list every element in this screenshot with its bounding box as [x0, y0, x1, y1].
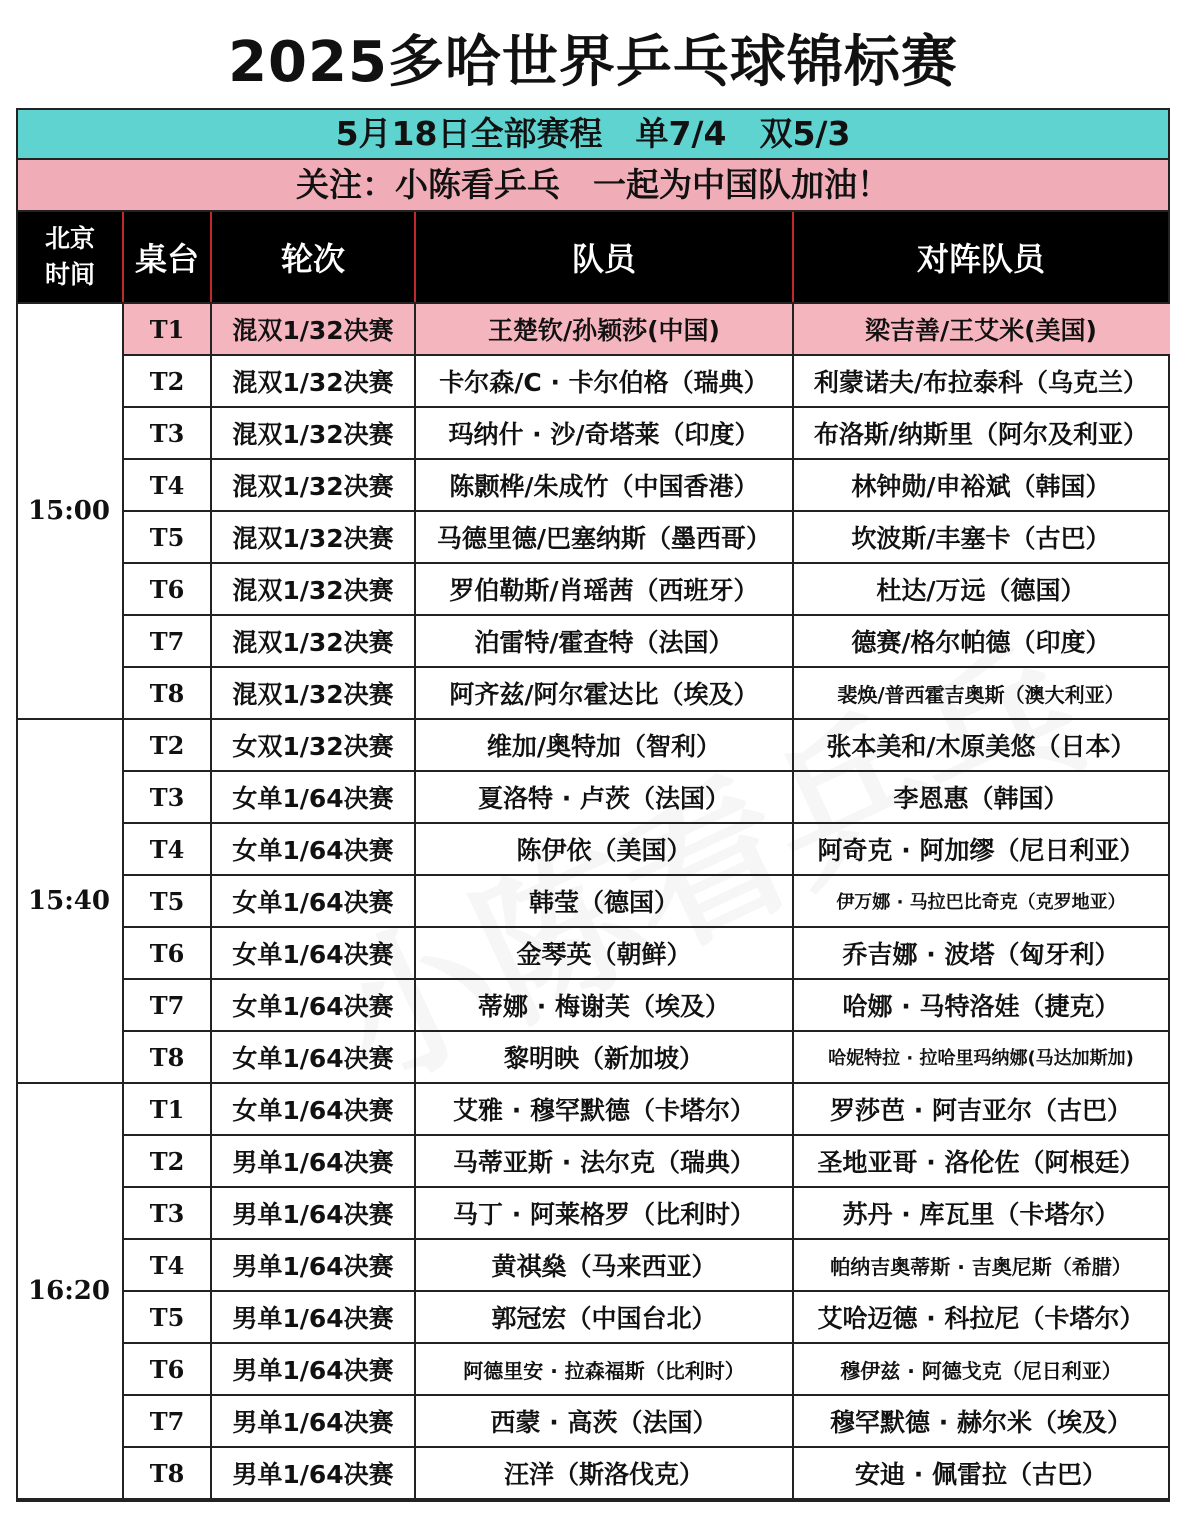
session-time: 16:20	[16, 1084, 122, 1500]
match-round: 混双1/32决赛	[210, 616, 414, 666]
header-opponent: 对阵队员	[916, 240, 1045, 278]
match-round: 混双1/32决赛	[210, 512, 414, 562]
match-player: 泊雷特/霍查特（法国）	[414, 616, 792, 666]
match-table: T2	[122, 1136, 210, 1186]
match-player: 汪洋（斯洛伐克）	[414, 1448, 792, 1498]
match-row	[122, 928, 1170, 980]
match-table: T3	[122, 1188, 210, 1238]
match-row	[122, 1084, 1170, 1136]
match-row	[122, 1136, 1170, 1188]
match-row	[122, 1032, 1170, 1084]
match-round: 混双1/32决赛	[210, 356, 414, 406]
match-table: T1	[122, 1084, 210, 1134]
match-round: 男单1/64决赛	[210, 1396, 414, 1446]
match-table: T6	[122, 564, 210, 614]
match-round: 女单1/64决赛	[210, 876, 414, 926]
match-row	[122, 720, 1170, 772]
match-table: T2	[122, 720, 210, 770]
match-row	[122, 1344, 1170, 1396]
match-opponent: 帕纳吉奥蒂斯 · 吉奥尼斯（希腊）	[792, 1240, 1168, 1290]
header-time-line1: 北京	[44, 224, 95, 253]
match-opponent: 艾哈迈德 · 科拉尼（卡塔尔）	[792, 1292, 1168, 1342]
match-opponent: 裴焕/普西霍吉奥斯（澳大利亚）	[792, 668, 1168, 718]
match-player: 马德里德/巴塞纳斯（墨西哥）	[414, 512, 792, 562]
match-round: 混双1/32决赛	[210, 304, 414, 354]
match-round: 女单1/64决赛	[210, 1084, 414, 1134]
session-time: 15:00	[16, 304, 122, 720]
match-row	[122, 356, 1170, 408]
match-round: 女单1/64决赛	[210, 772, 414, 822]
match-player: 蒂娜 · 梅谢芙（埃及）	[414, 980, 792, 1030]
match-opponent: 哈妮特拉 · 拉哈里玛纳娜(马达加斯加)	[792, 1032, 1168, 1082]
match-table: T5	[122, 1292, 210, 1342]
match-opponent: 坎波斯/丰塞卡（古巴）	[792, 512, 1168, 562]
match-player: 金琴英（朝鲜）	[414, 928, 792, 978]
match-player: 郭冠宏（中国台北）	[414, 1292, 792, 1342]
match-row	[122, 1292, 1170, 1344]
match-round: 男单1/64决赛	[210, 1240, 414, 1290]
match-round: 混双1/32决赛	[210, 460, 414, 510]
match-row	[122, 876, 1170, 928]
match-opponent: 乔吉娜 · 波塔（匈牙利）	[792, 928, 1168, 978]
match-opponent: 罗莎芭 · 阿吉亚尔（古巴）	[792, 1084, 1168, 1134]
match-round: 男单1/64决赛	[210, 1292, 414, 1342]
match-row	[122, 1240, 1170, 1292]
match-opponent: 穆罕默德 · 赫尔米（埃及）	[792, 1396, 1168, 1446]
match-player: 罗伯勒斯/肖瑶茜（西班牙）	[414, 564, 792, 614]
match-round: 男单1/64决赛	[210, 1344, 414, 1394]
match-row	[122, 1396, 1170, 1448]
match-player: 陈颢桦/朱成竹（中国香港）	[414, 460, 792, 510]
follow-band: 关注：小陈看乒乓 一起为中国队加油！	[16, 158, 1170, 212]
match-row	[122, 512, 1170, 564]
match-row	[122, 1448, 1170, 1500]
table-header	[16, 210, 1170, 304]
match-player: 马蒂亚斯 · 法尔克（瑞典）	[414, 1136, 792, 1186]
match-table: T4	[122, 1240, 210, 1290]
match-player: 陈伊依（美国）	[414, 824, 792, 874]
match-row	[122, 772, 1170, 824]
match-player: 王楚钦/孙颖莎(中国)	[414, 304, 792, 354]
match-opponent: 布洛斯/纳斯里（阿尔及利亚）	[792, 408, 1168, 458]
page-title: 2025多哈世界乒乓球锦标赛	[228, 30, 958, 95]
header-table: 桌台	[124, 212, 212, 302]
match-row	[122, 668, 1170, 720]
header-time-line2: 时间	[44, 260, 95, 289]
match-round: 女单1/64决赛	[210, 980, 414, 1030]
match-table: T4	[122, 824, 210, 874]
match-player: 艾雅 · 穆罕默德（卡塔尔）	[414, 1084, 792, 1134]
match-opponent: 伊万娜 · 马拉巴比奇克（克罗地亚）	[792, 876, 1168, 926]
match-player: 马丁 · 阿莱格罗（比利时）	[414, 1188, 792, 1238]
match-opponent: 德赛/格尔帕德（印度）	[792, 616, 1168, 666]
match-row	[122, 460, 1170, 512]
match-table: T7	[122, 1396, 210, 1446]
match-opponent: 林钟勋/申裕斌（韩国）	[792, 460, 1168, 510]
match-player: 阿德里安 · 拉森福斯（比利时）	[414, 1344, 792, 1394]
match-row	[122, 564, 1170, 616]
match-table: T4	[122, 460, 210, 510]
match-player: 黎明映（新加坡）	[414, 1032, 792, 1082]
match-round: 混双1/32决赛	[210, 668, 414, 718]
match-round: 女单1/64决赛	[210, 1032, 414, 1082]
date-band: 5月18日全部赛程 单7/4 双5/3	[16, 108, 1170, 160]
match-row	[122, 408, 1170, 460]
match-table: T5	[122, 876, 210, 926]
header-player: 队员	[416, 212, 794, 302]
match-table: T8	[122, 1448, 210, 1498]
match-opponent: 利蒙诺夫/布拉泰科（乌克兰）	[792, 356, 1168, 406]
match-round: 男单1/64决赛	[210, 1188, 414, 1238]
match-round: 混双1/32决赛	[210, 408, 414, 458]
schedule-grid	[16, 304, 1170, 1502]
match-round: 男单1/64决赛	[210, 1448, 414, 1498]
match-round: 女单1/64决赛	[210, 928, 414, 978]
match-opponent: 阿奇克 · 阿加缪（尼日利亚）	[792, 824, 1168, 874]
match-table: T6	[122, 928, 210, 978]
match-table: T8	[122, 668, 210, 718]
session-time: 15:40	[16, 720, 122, 1084]
match-player: 卡尔森/C · 卡尔伯格（瑞典）	[414, 356, 792, 406]
match-opponent: 苏丹 · 库瓦里（卡塔尔）	[792, 1188, 1168, 1238]
match-opponent: 杜达/万远（德国）	[792, 564, 1168, 614]
match-round: 女单1/64决赛	[210, 824, 414, 874]
match-table: T6	[122, 1344, 210, 1394]
match-row	[122, 824, 1170, 876]
match-player: 韩莹（德国）	[414, 876, 792, 926]
match-opponent: 哈娜 · 马特洛娃（捷克）	[792, 980, 1168, 1030]
match-player: 玛纳什 · 沙/奇塔莱（印度）	[414, 408, 792, 458]
match-player: 西蒙 · 高茨（法国）	[414, 1396, 792, 1446]
match-player: 阿齐兹/阿尔霍达比（埃及）	[414, 668, 792, 718]
match-opponent: 张本美和/木原美悠（日本）	[792, 720, 1168, 770]
match-round: 女双1/32决赛	[210, 720, 414, 770]
match-table: T5	[122, 512, 210, 562]
header-round: 轮次	[212, 212, 416, 302]
match-opponent: 梁吉善/王艾米(美国)	[792, 304, 1168, 354]
match-player: 夏洛特 · 卢茨（法国）	[414, 772, 792, 822]
match-table: T7	[122, 616, 210, 666]
match-row	[122, 616, 1170, 668]
match-opponent: 安迪 · 佩雷拉（古巴）	[792, 1448, 1168, 1498]
match-table: T1	[122, 304, 210, 354]
match-table: T2	[122, 356, 210, 406]
match-player: 维加/奥特加（智利）	[414, 720, 792, 770]
match-round: 男单1/64决赛	[210, 1136, 414, 1186]
match-table: T7	[122, 980, 210, 1030]
match-row	[122, 304, 1170, 356]
match-row	[122, 980, 1170, 1032]
match-round: 混双1/32决赛	[210, 564, 414, 614]
match-opponent: 李恩惠（韩国）	[792, 772, 1168, 822]
header-time	[18, 212, 124, 302]
match-row	[122, 1188, 1170, 1240]
match-table: T8	[122, 1032, 210, 1082]
match-opponent: 穆伊兹 · 阿德戈克（尼日利亚）	[792, 1344, 1168, 1394]
match-opponent: 圣地亚哥 · 洛伦佐（阿根廷）	[792, 1136, 1168, 1186]
match-table: T3	[122, 408, 210, 458]
match-table: T3	[122, 772, 210, 822]
match-player: 黄祺燊（马来西亚）	[414, 1240, 792, 1290]
